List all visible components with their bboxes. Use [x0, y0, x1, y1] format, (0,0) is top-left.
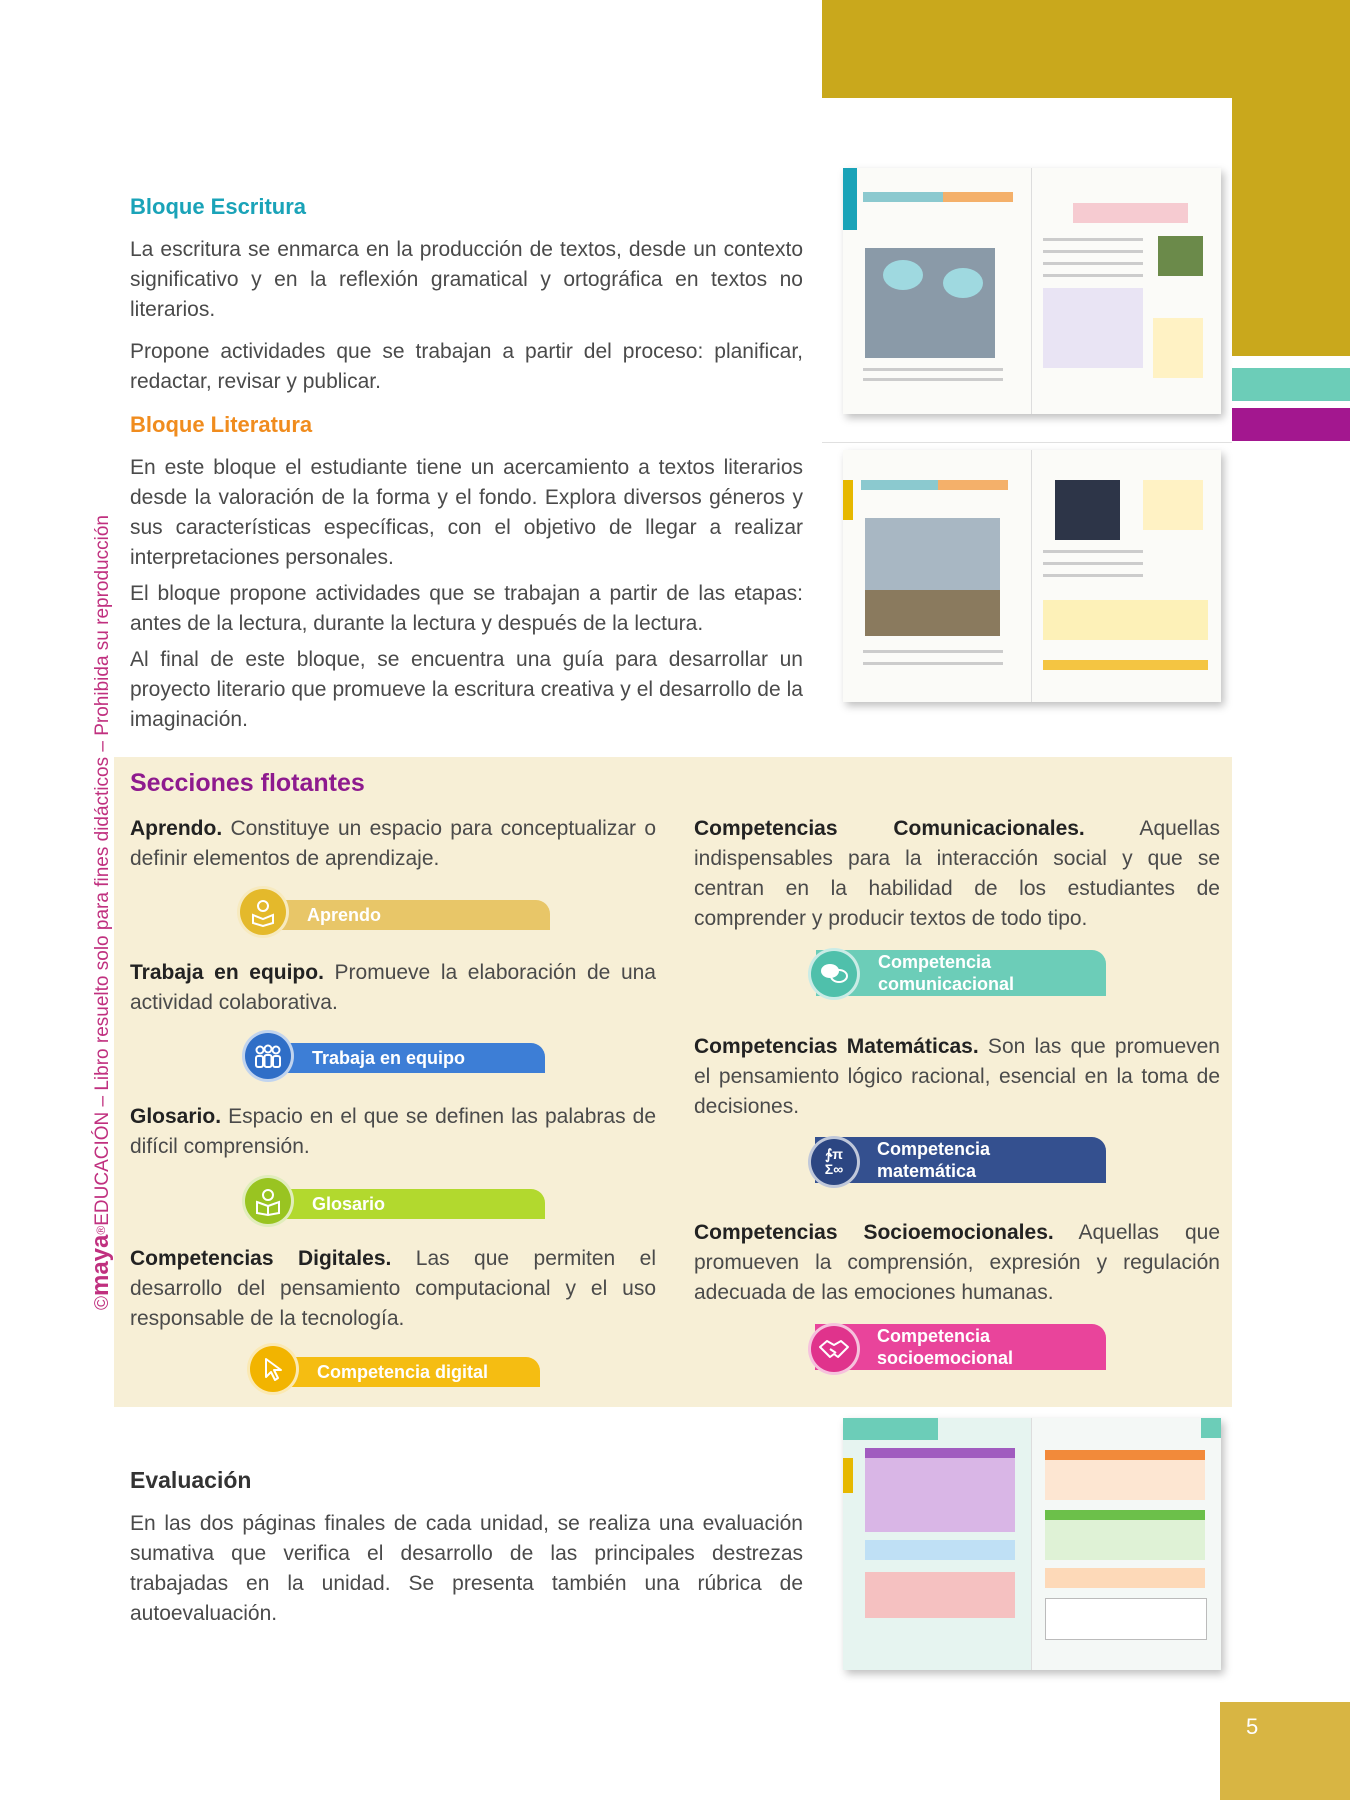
side-teal-bar: [1232, 368, 1350, 401]
side-magenta-bar: [1232, 408, 1350, 441]
evaluacion-body: [130, 1509, 803, 1629]
page-number-box: [1220, 1702, 1350, 1800]
cursor-icon: [247, 1343, 299, 1395]
header-gold-bar: [822, 0, 1350, 98]
separator-line: [822, 442, 1232, 443]
digitales-description: Competencias Digitales. Las que permiten el desarrollo del pensamiento computacional y el uso responsable de la tecnología.: [130, 1247, 656, 1330]
aprendo-badge: Aprendo: [245, 900, 550, 930]
book-spread-thumbnail-literatura: [843, 450, 1221, 702]
matematica-badge: Competencia matemática: [815, 1137, 1106, 1183]
socioemocionales-description: Competencias Socioemocionales. Aquellas que promueven la comprensión, expresión y regulación adecuada de las emociones humanas.: [694, 1221, 1220, 1304]
math-symbols-icon: ∱π Σ∞: [808, 1136, 860, 1188]
literatura-paragraph-3: Al final de este bloque, se encuentra una guía para desarrollar un proyecto literario que promueve la escritura creativa y el desarrollo de la imaginación.: [130, 648, 803, 731]
matematicas-description: Competencias Matemáticas. Son las que promueven el pensamiento lógico racional, esencial en la toma de decisiones.: [694, 1035, 1220, 1118]
book-spread-thumbnail-escritura: [843, 168, 1221, 414]
evaluacion-paragraph: En las dos páginas finales de cada unidad, se realiza una evaluación sumativa que verifica el desarrollo de las principales destrezas trabajadas en la unidad. Se presenta también una rúbrica de autoevaluación.: [130, 1512, 803, 1625]
book-idea-icon: [242, 1175, 294, 1227]
evaluacion-title: Evaluación: [130, 1467, 252, 1493]
handshake-icon: [808, 1323, 860, 1375]
socioemocional-badge: Competencia socioemocional: [815, 1324, 1106, 1370]
escritura-body: [130, 235, 803, 397]
literatura-body: [130, 453, 803, 735]
reading-person-icon: [237, 886, 289, 938]
secciones-title: Secciones flotantes: [130, 769, 365, 797]
page-number: 5: [1246, 1714, 1259, 1739]
aprendo-description: Aprendo. Constituye un espacio para conceptualizar o definir elementos de aprendizaje.: [130, 817, 656, 870]
literatura-paragraph-2: El bloque propone actividades que se trabajan a partir de las etapas: antes de la lectura, durante la lectura y después de la lectura.: [130, 582, 803, 635]
book-spread-thumbnail-evaluacion: [843, 1418, 1221, 1670]
escritura-paragraph-1: La escritura se enmarca en la producción de textos, desde un contexto significativo y en la reflexión gramatical y ortográfica en textos no literarios.: [130, 238, 803, 321]
team-people-icon: [242, 1030, 294, 1082]
glosario-description: Glosario. Espacio en el que se definen las palabras de difícil comprensión.: [130, 1105, 656, 1158]
literatura-title: Bloque Literatura: [130, 412, 313, 437]
equipo-description: Trabaja en equipo. Promueve la elaboración de una actividad colaborativa.: [130, 961, 656, 1014]
comunicacional-badge: Competencia comunicacional: [816, 950, 1106, 996]
escritura-paragraph-2: Propone actividades que se trabajan a partir del proceso: planificar, redactar, revisar y publicar.: [130, 340, 803, 393]
side-gold-bar: [1232, 98, 1350, 356]
comunicacionales-description: Competencias Comunicacionales. Aquellas indispensables para la interacción social y que se centran en la habilidad de los estudiantes de comprender y producir textos de todo tipo.: [694, 817, 1220, 930]
literatura-paragraph-1: En este bloque el estudiante tiene un acercamiento a textos literarios desde la valoración de la forma y el fondo. Explora diversos géneros y sus características específicas, con el objetivo de llegar a realizar interpretaciones personales.: [130, 456, 803, 569]
speech-bubbles-icon: [808, 948, 860, 1000]
digital-badge: Competencia digital: [255, 1357, 540, 1387]
escritura-title: Bloque Escritura: [130, 194, 307, 219]
side-copyright-text: ©maya®EDUCACIÓN – Libro resuelto solo para fines didácticos – Prohibida su reproducción: [87, 515, 114, 1310]
equipo-badge: Trabaja en equipo: [250, 1043, 545, 1073]
glosario-badge: Glosario: [250, 1189, 545, 1219]
